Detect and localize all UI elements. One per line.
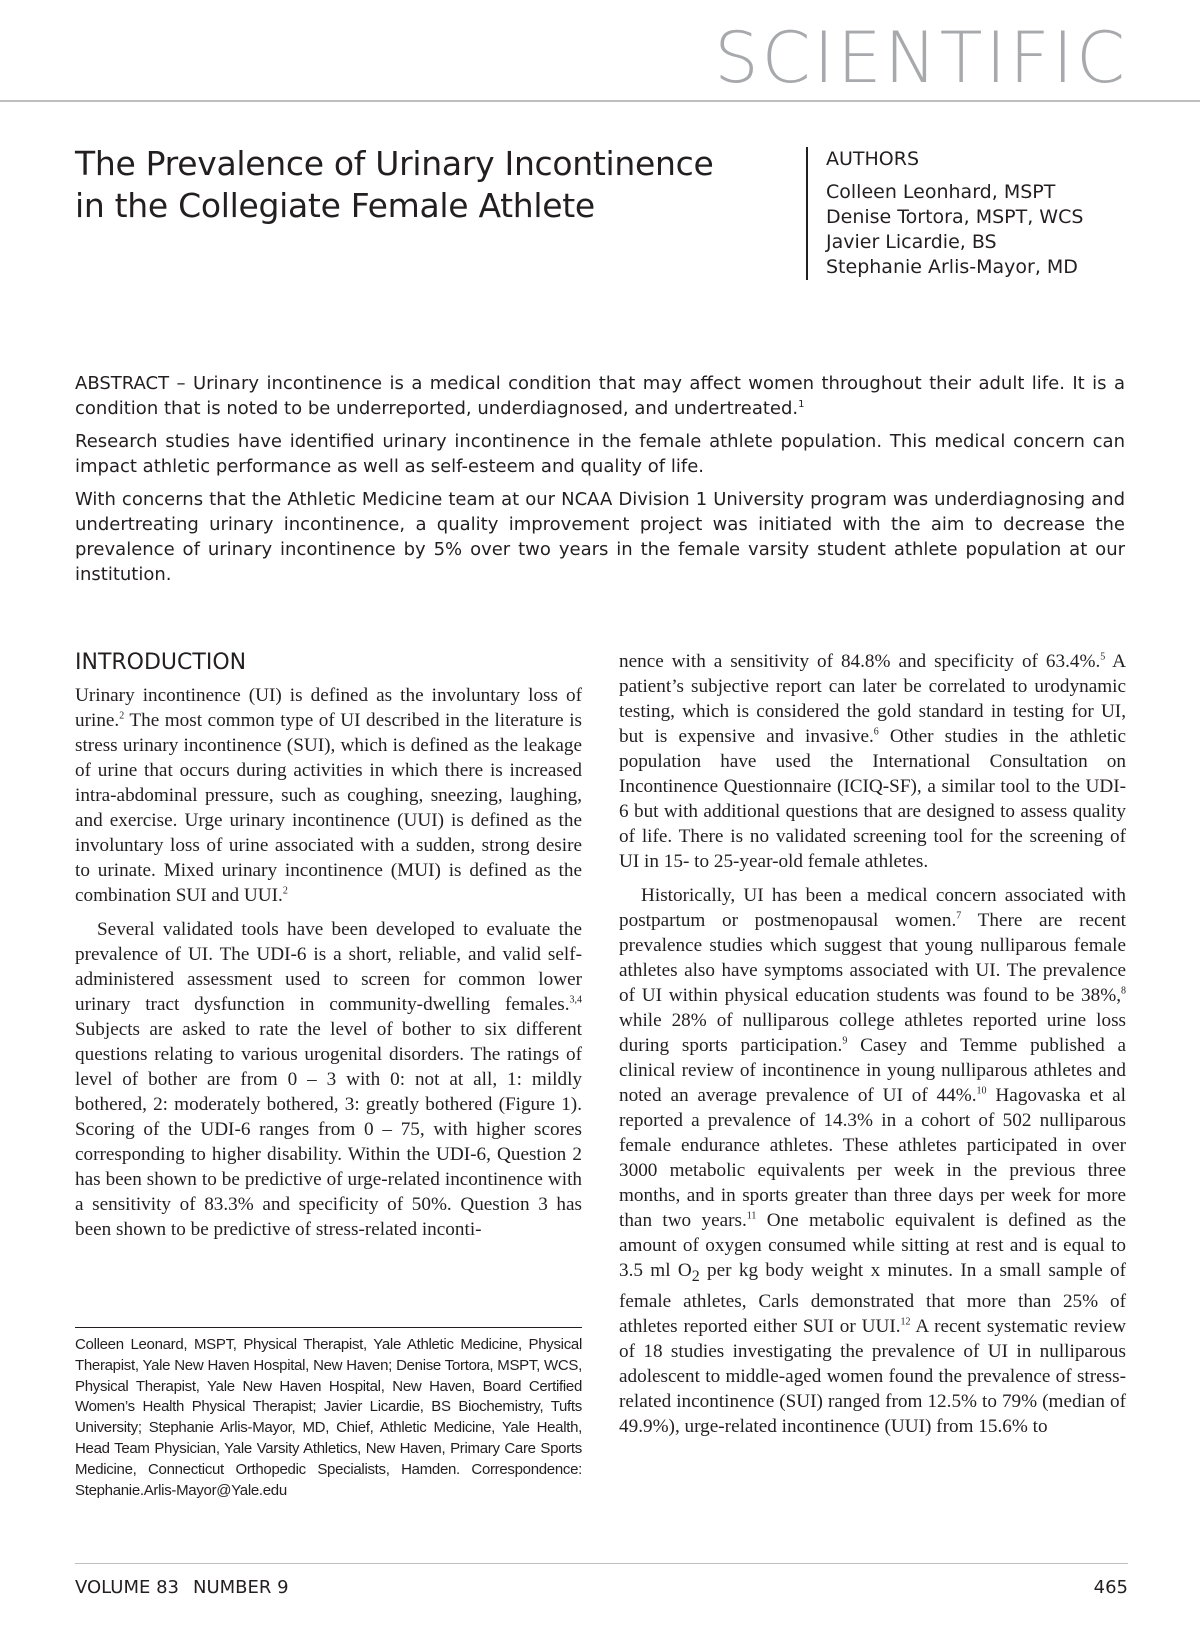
citation-ref: 7 [956,910,962,922]
citation-ref: 5 [1100,651,1106,663]
subscript: 2 [691,1267,700,1285]
footer-rule [75,1563,1128,1564]
body-paragraph: nence with a sensitivity of 84.8% and specificity of 63.4%.$^5$ A patient’s subjective report can later be correlated to urodynamic testing, which is considered the gold standard in testing for UI, but is expensive and invasive.$^6$ Other studies in the athletic population have used the International Consultation on Incontinence Questionnaire (ICIQ-SF), a similar tool to the UDI-6 but with additional questions that are designed to assess quality of life. There is no validated screening tool for the screening of UI in 15- to 25-year-old female athletes. [619,651,1126,872]
abstract-paragraph: Research studies have identified urinary incontinence in the female athlete population. This medical concern can impact athletic performance as well as self-esteem and quality of life. [75,431,1125,477]
article-title [75,143,715,227]
left-column [75,649,582,1251]
citation-ref: 9 [842,1035,848,1047]
body-paragraph: Urinary incontinence (UI) is defined as the involuntary loss of urine.$^2$ The most common type of UI described in the literature is stress urinary incontinence (SUI), which is defined as the leakage of urine that occurs during activities in which there is increased intra-abdominal pressure, such as coughing, sneezing, laughing, and exercise. Urge urinary incontinence (UUI) is defined as the involuntary loss of urine associated with a sudden, strong desire to urinate. Mixed urinary incontinence (MUI) is defined as the combination SUI and UUI.$^2$ [75,685,582,906]
header-rule [0,100,1200,102]
page-number: 465 [1093,1577,1128,1598]
author-name: Stephanie Arlis-Mayor, MD [826,256,1078,278]
title-line-1: The Prevalence of Urinary Incontinence [75,144,714,183]
citation-ref: 2 [282,885,288,897]
author-name: Javier Licardie, BS [826,231,997,253]
number-label: NUMBER 9 [193,1577,289,1598]
section-heading-introduction: INTRODUCTION [75,650,247,675]
author-name: Denise Tortora, MSPT, WCS [826,206,1084,228]
citation-ref: 1 [798,399,805,410]
right-column [619,649,1126,1448]
citation-ref: 6 [873,726,879,738]
citation-ref: 2 [119,710,125,722]
title-line-2: in the Collegiate Female Athlete [75,186,595,225]
authors-box [806,147,1083,280]
citation-ref: 11 [746,1210,757,1222]
author-footnote: Colleen Leonard, MSPT, Physical Therapist, Yale Athletic Medicine, Physical Therapist, Yale New Haven Hospital, New Haven; Denise Tortora, MSPT, WCS, Physical Therapist, Yale New Haven Hospital, New Haven, Board Certified Women’s Health Physical Therapist; Javier Licardie, BS Biochemistry, Tufts University; Stephanie Arlis-Mayor, MD, Chief, Athletic Medicine, Yale Health, Head Team Physician, Yale Varsity Athletics, New Haven, Primary Care Sports Medicine, Connecticut Orthopedic Specialists, Hamden. Correspondence: Stephanie.Arlis-Mayor@Yale.edu [75,1336,582,1499]
abstract-paragraph: With concerns that the Athletic Medicine team at our NCAA Division 1 University program was underdiagnosing and undertreating urinary incontinence, a quality improvement project was initiated with the aim to decrease the prevalence of urinary incontinence by 5% over two years in the female varsity student athlete population at our institution. [75,489,1125,585]
body-paragraph: Several validated tools have been developed to evaluate the prevalence of UI. The UDI-6 is a short, reliable, and valid self-administered assessment used to screen for common lower urinary tract dysfunction in community-dwelling females.$^{3,4}$ Subjects are asked to rate the level of bother to six different questions relating to various urogenital disorders. The ratings of level of bother are from 0 – 3 with 0: not at all, 1: mildly bothered, 2: moderately bothered, 3: greatly bothered (Figure 1). Scoring of the UDI-6 ranges from 0 – 75, with higher scores corresponding to higher disability. Within the UDI-6, Question 2 has been shown to be predictive of urge-related incontinence with a sensitivity of 83.3% and specificity of 50%. Question 3 has been shown to be predictive of stress-related inconti- [75,919,582,1240]
body-paragraph: Historically, UI has been a medical concern associated with postpartum or postmenopausal women.$^7$ There are recent prevalence studies which suggest that young nulliparous female athletes also have symptoms associated with UI. The prevalence of UI within physical education students was found to be 38%,$^8$ while 28% of nulliparous college athletes reported urine loss during sports participation.$^9$ Casey and Temme published a clinical review of incontinence in young nulliparous athletes and noted an average prevalence of UI of 44%.$^{10}$ Hagovaska et al reported a prevalence of 14.3% in a cohort of 502 nulliparous female endurance athletes. These athletes participated in over 3000 metabolic equivalents per week in the previous three months, and in sports greater than three days per week for more than two years.$^{11}$ One metabolic equivalent is defined as the amount of oxygen consumed while sitting at rest and is equal to 3.5 ml $O_2$ per kg body weight x minutes. In a small sample of female athletes, Carls demonstrated that more than 25% of athletes reported either SUI or UUI.$^{12}$ A recent systematic review of 18 studies investigating the prevalence of UI in nulliparous adolescent to middle-aged women found the prevalence of stress-related incontinence (SUI) ranged from 12.5% to 79% (median of 49.9%), urge-related incontinence (UUI) from 15.6% to [619,885,1127,1437]
author-name: Colleen Leonhard, MSPT [826,181,1056,203]
volume-label: VOLUME 83 [75,1577,180,1598]
journal-volume [75,1577,303,1598]
citation-ref: 8 [1121,985,1126,997]
citation-ref: 10 [976,1085,987,1097]
abstract-paragraph: ABSTRACT – Urinary incontinence is a medical condition that may affect women throughout their adult life. It is a condition that is noted to be underreported, underdiagnosed, and undertreated.$^1$ [75,373,1125,419]
footnote-rule [75,1327,582,1328]
citation-ref: 12 [900,1316,911,1328]
section-label: SCIENTIFIC [714,17,1128,99]
citation-ref: 3,4 [569,994,582,1006]
abstract [75,371,1125,595]
authors-heading: AUTHORS [826,148,920,170]
